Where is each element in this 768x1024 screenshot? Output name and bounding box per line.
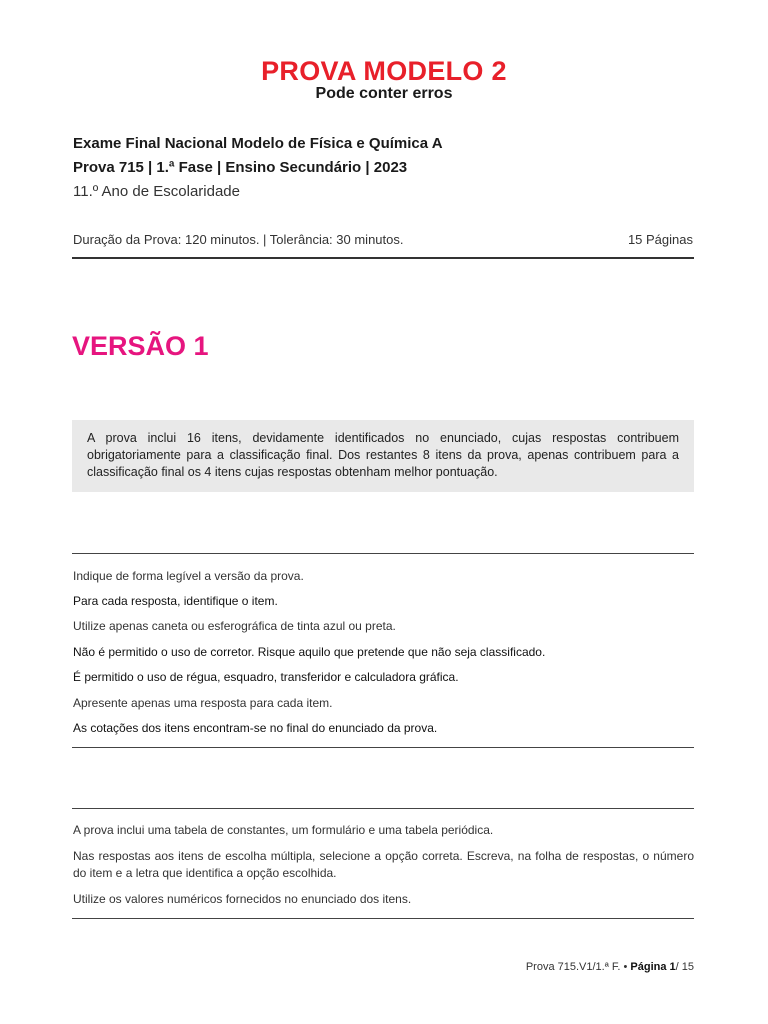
exam-name: Exame Final Nacional Modelo de Física e Química A [73, 135, 443, 152]
notes-top-divider [72, 808, 694, 809]
note-item: Utilize os valores numéricos fornecidos no enunciado dos itens. [73, 892, 412, 906]
footer-page-label: Página 1 [630, 961, 676, 973]
instruction-item: Não é permitido o uso de corretor. Risque aquilo que pretende que não seja classificado. [73, 645, 546, 659]
instruction-item: Indique de forma legível a versão da prova. [73, 569, 304, 583]
school-year: 11.º Ano de Escolaridade [73, 183, 240, 200]
notes-bottom-divider [72, 918, 694, 919]
instructions-top-divider [72, 553, 694, 554]
note-item: A prova inclui uma tabela de constantes, um formulário e uma tabela periódica. [73, 823, 494, 837]
footer-code: Prova 715.V1/1.ª F. • [525, 961, 631, 973]
page-count: 15 Páginas [627, 232, 693, 247]
instructions-bottom-divider [72, 747, 694, 748]
exam-version: VERSÃO 1 [72, 331, 209, 361]
document-subtitle: Pode conter erros [315, 85, 453, 102]
instruction-item: Apresente apenas uma resposta para cada item. [73, 696, 333, 710]
info-box: A prova inclui 16 itens, devidamente identificados no enunciado, cujas respostas contribuem obrigatoriamente para a classificação final. Dos restantes 8 itens da prova, apenas contribuem para a classificação final os 4 itens cujas respostas obtenham melhor pontuação. [72, 420, 694, 492]
header-divider [72, 257, 694, 259]
note-item: Nas respostas aos itens de escolha múltipla, selecione a opção correta. Escreva, na folha de respostas, o número do item e a letra que identifica a opção escolhida. [73, 849, 694, 880]
exam-duration: Duração da Prova: 120 minutos. | Tolerância: 30 minutos. [73, 232, 404, 247]
page-footer [526, 961, 694, 973]
instruction-item: As cotações dos itens encontram-se no final do enunciado da prova. [73, 721, 438, 735]
footer-total: / 15 [675, 961, 694, 973]
instruction-item: É permitido o uso de régua, esquadro, transferidor e calculadora gráfica. [73, 670, 459, 684]
document-title: PROVA MODELO 2 [261, 56, 507, 86]
instruction-item: Utilize apenas caneta ou esferográfica de tinta azul ou preta. [73, 619, 396, 633]
instruction-item: Para cada resposta, identifique o item. [73, 594, 278, 608]
exam-code: Prova 715 | 1.ª Fase | Ensino Secundário | 2023 [73, 159, 408, 176]
